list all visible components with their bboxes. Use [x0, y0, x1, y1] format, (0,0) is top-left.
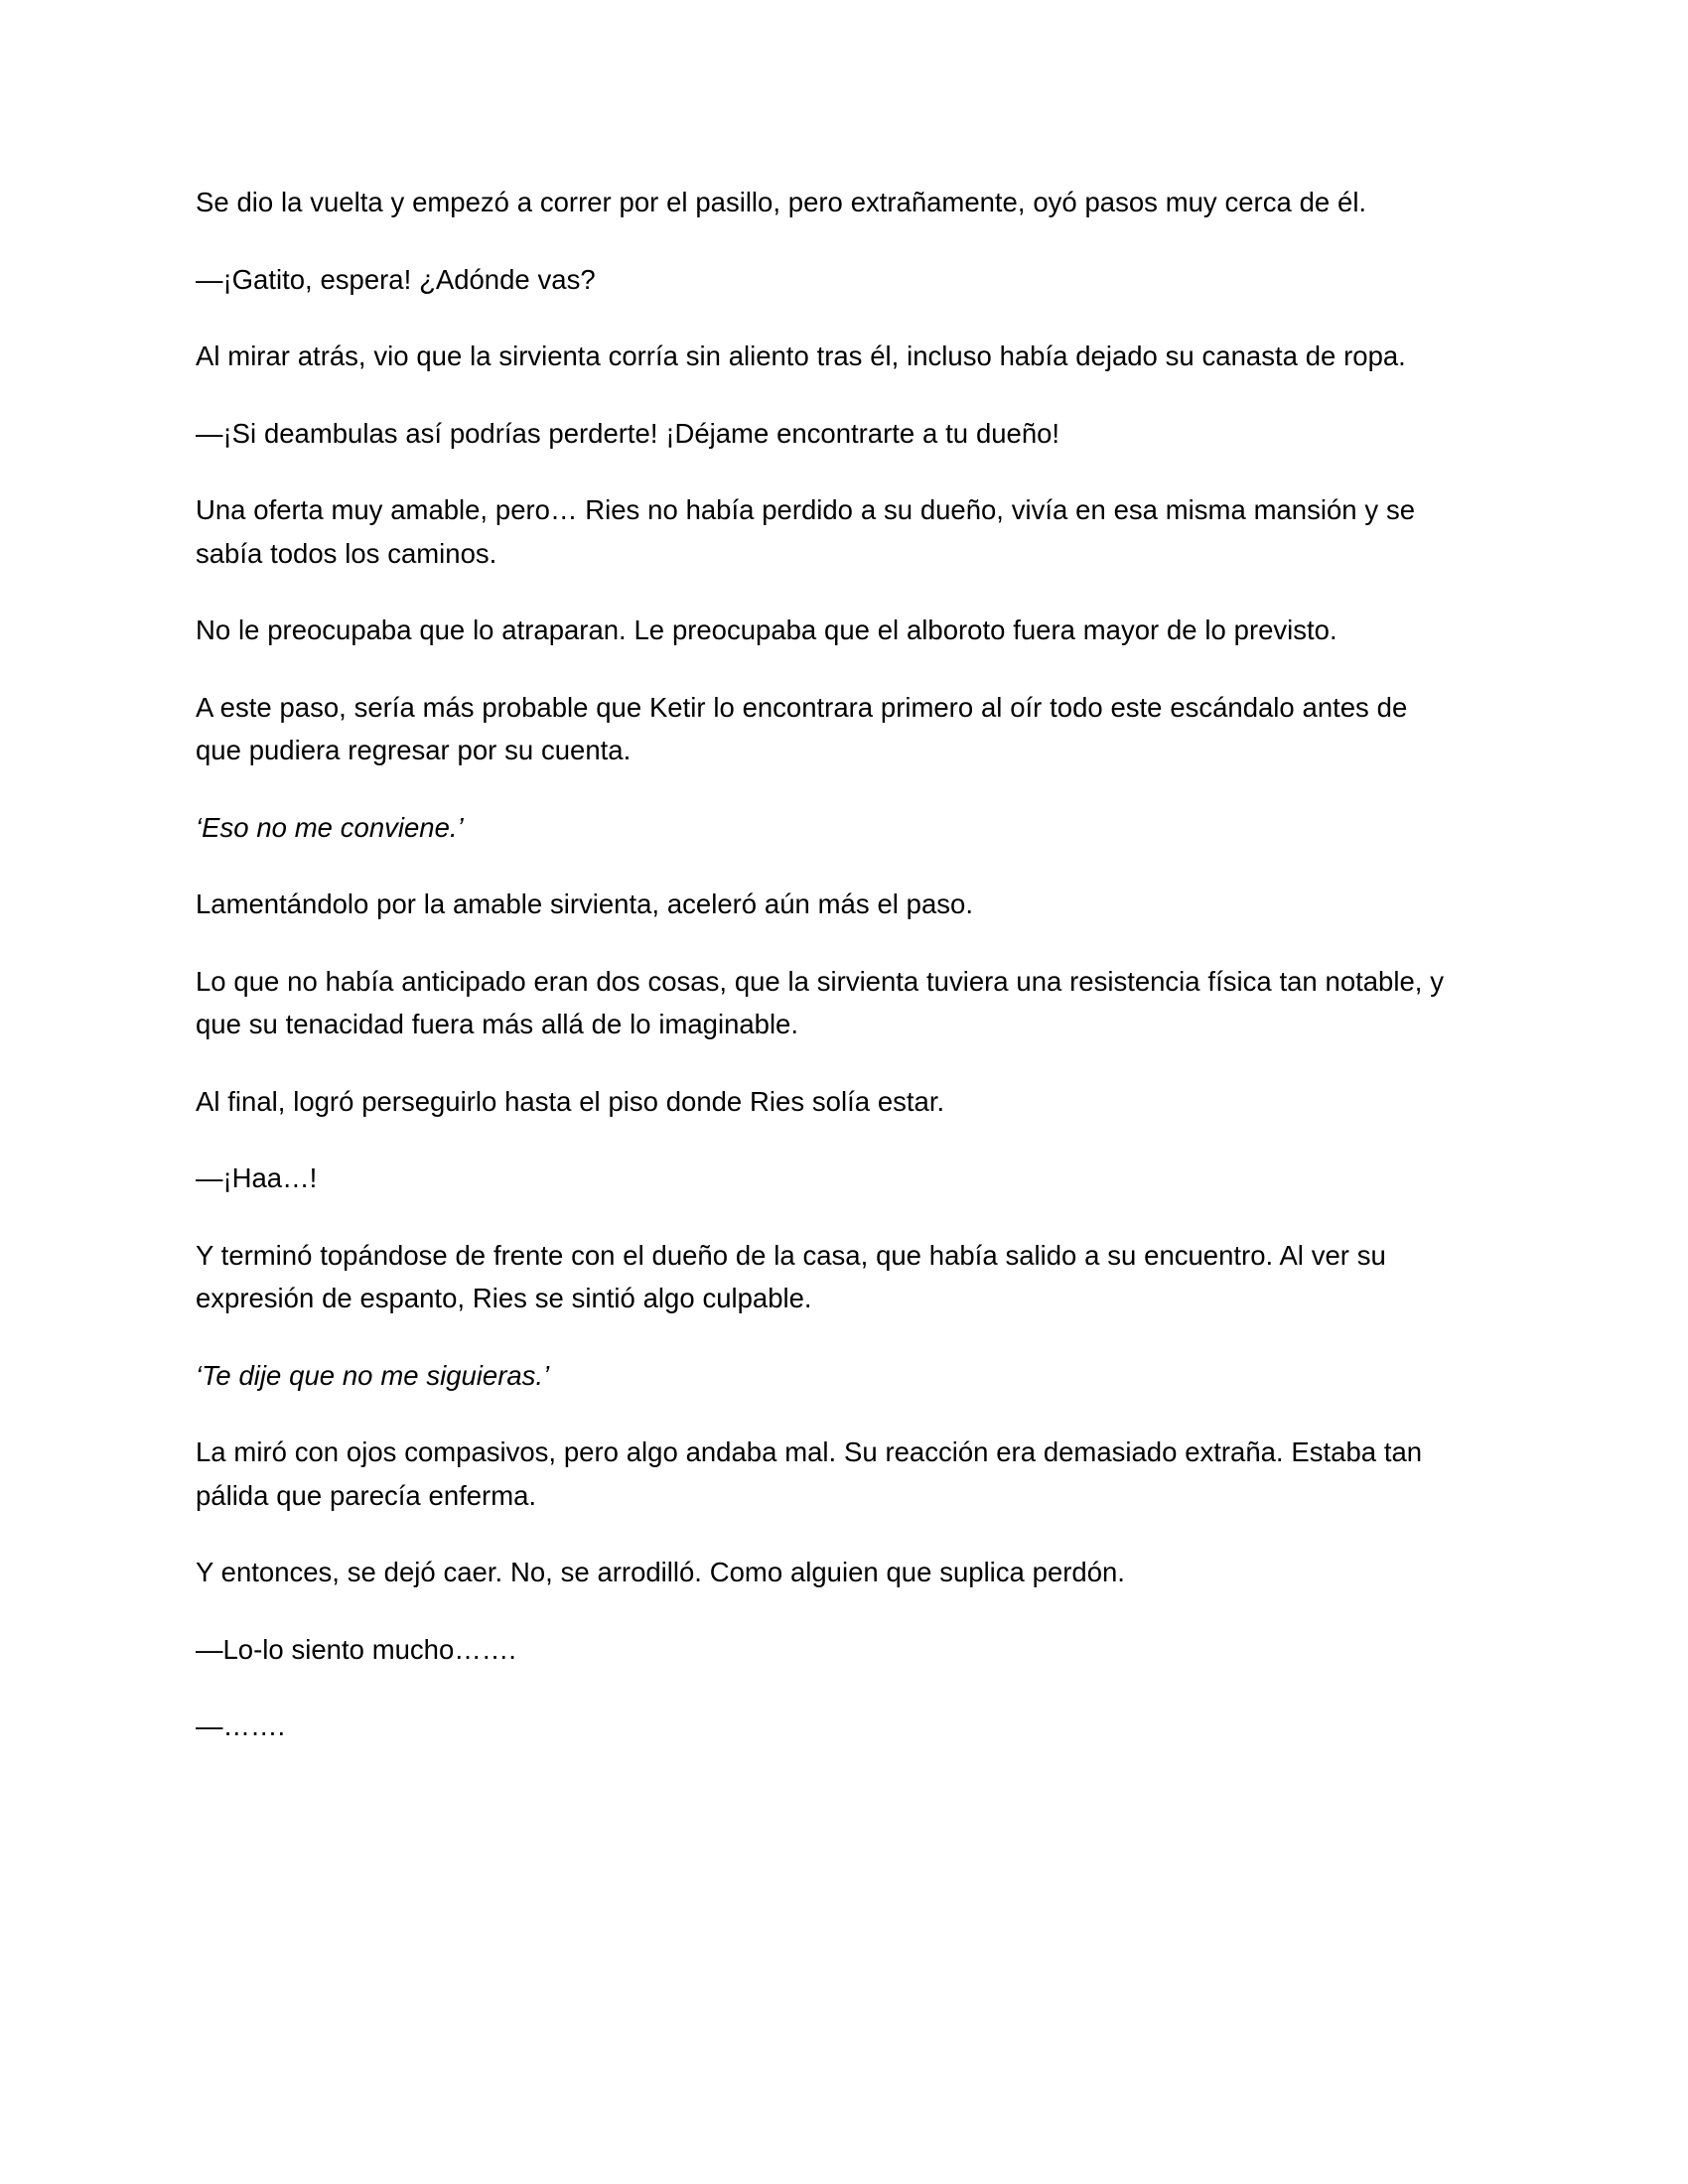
paragraph: La miró con ojos compasivos, pero algo andaba mal. Su reacción era demasiado extraña. Estaba tan pálida que parecía enferma. [196, 1436, 1430, 1511]
document-text-body [196, 181, 1452, 1748]
paragraph: Y entonces, se dejó caer. No, se arrodilló. Como alguien que suplica perdón. [196, 1557, 1125, 1587]
inner-thought: ‘Eso no me conviene.’ [196, 811, 464, 843]
paragraph: Lo que no había anticipado eran dos cosas, que la sirvienta tuviera una resistencia física tan notable, y que su tenacidad fuera más allá de lo imaginable. [196, 965, 1452, 1039]
inner-thought: ‘Te dije que no me siguieras.’ [196, 1359, 550, 1391]
paragraph: A este paso, sería más probable que Ketir lo encontrara primero al oír todo este escándalo antes de que pudiera regresar por su cuenta. [196, 691, 1416, 765]
dialogue-line: —……. [196, 1710, 286, 1741]
paragraph: Al final, logró perseguirlo hasta el piso donde Ries solía estar. [196, 1085, 945, 1117]
dialogue-line: —¡Si deambulas así podrías perderte! ¡Déjame encontrarte a tu dueño! [196, 417, 1060, 449]
paragraph: No le preocupaba que lo atraparan. Le preocupaba que el alboroto fuera mayor de lo previsto. [196, 614, 1337, 645]
dialogue-line: —¡Haa…! [196, 1162, 318, 1193]
dialogue-line: —¡Gatito, espera! ¿Adónde vas? [196, 263, 596, 295]
paragraph: Al mirar atrás, vio que la sirvienta corría sin aliento tras él, incluso había dejado su canasta de ropa. [196, 341, 1406, 371]
paragraph: Lamentándolo por la amable sirvienta, aceleró aún más el paso. [196, 888, 973, 919]
dialogue-line: —Lo-lo siento mucho……. [196, 1633, 516, 1665]
paragraph: Una oferta muy amable, pero… Ries no había perdido a su dueño, vivía en esa misma mansión y se sabía todos los caminos. [196, 494, 1423, 569]
paragraph: Se dio la vuelta y empezó a correr por el pasillo, pero extrañamente, oyó pasos muy cerca de él. [196, 187, 1367, 217]
paragraph: Y terminó topándose de frente con el dueño de la casa, que había salido a su encuentro. Al ver su expresión de espanto, Ries se sintió algo culpable. [196, 1239, 1394, 1313]
